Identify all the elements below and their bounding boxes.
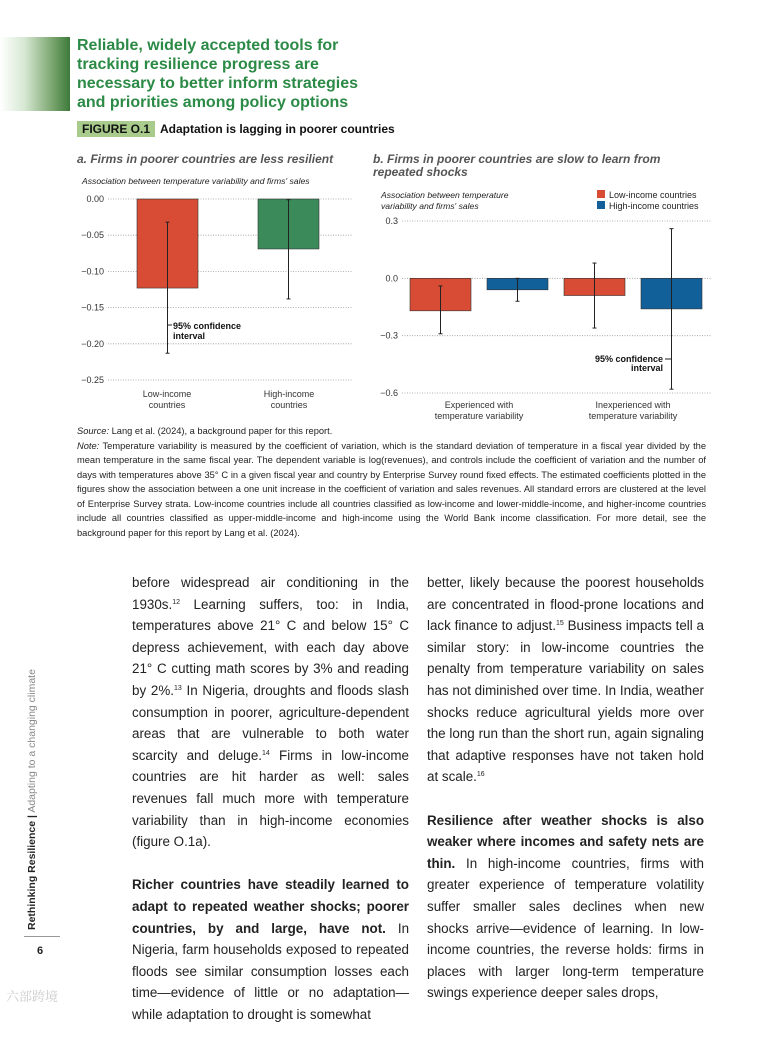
lead-in: Resilience after weather shocks is also weaker where incomes and safety nets are thin. <box>427 812 704 871</box>
note-text: Temperature variability is measured by the coefficient of variation, which is the standard deviation of temperature in a fiscal year divided by the mean temperature in the same fiscal year. The dependent variable is log(revenues), and controls include the coefficient of variation and the number of days with temperatures above 35° C in a given fiscal year and country by Enterprise Survey round fixed effects. The estimated coefficients plotted in the figures show the association between a one unit increase in the coefficient of variation and sales revenues. All standard errors are clustered at the level of Enterprise Survey strata. Low-income countries include all countries classified as low-income and lower-middle-income, and higher-income countries include all countries classified as upper-middle-income and high-income using the World Bank income classification. For more detail, see the background paper for this report by Lang et al. (2024). <box>77 440 706 538</box>
footnote-ref[interactable]: 14 <box>262 749 270 757</box>
y-tick-label: −0.10 <box>81 266 104 277</box>
panel-b-subtitle: variability and firms' sales <box>381 201 479 211</box>
y-tick-label: 0.3 <box>385 216 398 226</box>
y-tick-label: −0.15 <box>81 302 104 313</box>
paragraph <box>427 572 704 788</box>
text: In Nigeria, farm households exposed to repeated floods see similar consumption losses each time—evidence of little or no adaptation—while adaptation to drought is somewhat <box>132 920 410 1022</box>
note-line <box>77 439 706 541</box>
ci-annotation: 95% confidence <box>594 354 663 364</box>
x-tick-label: High-income <box>263 389 315 399</box>
text: Business impacts tell a similar story: in low-income countries the penalty from temperature variability on sales has not diminished over time. In India, weather shocks reduce agricultural yields more over the long run than the short run, again signaling that adaptive responses have not taken hold at scale. <box>427 618 704 785</box>
x-tick-label: Experienced with <box>444 400 514 410</box>
ci-annotation: interval <box>173 331 206 341</box>
x-tick-label: Inexperienced with <box>595 400 671 410</box>
y-tick-label: −0.05 <box>81 230 104 241</box>
headline-line: necessary to better inform strategies <box>77 75 358 92</box>
y-tick-label: −0.6 <box>380 388 398 398</box>
panel-b-subtitle: Association between temperature <box>381 190 509 200</box>
source-line <box>77 424 706 439</box>
legend-label-high: High-income countries <box>609 201 699 211</box>
x-tick-label: temperature variability <box>588 411 678 421</box>
panel-a-subtitle: Association between temperature variability and firms' sales <box>82 176 310 186</box>
text: before widespread air conditioning in the 1930s. <box>132 575 409 612</box>
note-label: Note: <box>77 440 100 451</box>
panel-a-title: a. Firms in poorer countries are less resilient <box>77 152 334 166</box>
source-text: Lang et al. (2024), a background paper for this report. <box>109 426 333 436</box>
chart-a <box>81 194 352 385</box>
footnote-ref[interactable]: 15 <box>556 620 564 628</box>
ci-annotation: 95% confidence <box>173 321 242 331</box>
text: In Nigeria, droughts and floods slash consumption in poorer, agriculture-dependent areas that are vulnerable to both water scarcity and deluge. <box>132 682 410 763</box>
page-number: 6 <box>37 945 44 957</box>
footnote-ref[interactable]: 13 <box>173 684 182 692</box>
panel-b-title-line: b. Firms in poorer countries are slow to learn from <box>373 152 661 166</box>
divider <box>24 936 60 937</box>
paragraph <box>132 572 409 853</box>
figure-title: Adaptation is lagging in poorer countries <box>160 122 395 136</box>
footnote-ref[interactable]: 12 <box>172 598 181 606</box>
headline-line: Reliable, widely accepted tools for <box>77 37 339 54</box>
figure-charts <box>0 0 768 420</box>
chapter-title: Adapting to a changing climate <box>26 669 38 813</box>
text: In high-income countries, firms with greater experience of temperature volatility suffer smaller sales declines when new shocks arrive—evidence of learning. In low-income countries, the reverse holds: firms in places with larger long-term temperature swings experience deeper sales drops, <box>427 855 704 1001</box>
y-tick-label: 0.00 <box>86 194 104 204</box>
body-column-right <box>427 572 704 1025</box>
headline-line: and priorities among policy options <box>77 94 349 111</box>
headline-line: tracking resilience progress are <box>77 56 319 73</box>
lead-in: Richer countries have steadily learned to adapt to repeated weather shocks; poorer countries, by and large, have not. <box>132 877 409 936</box>
paragraph <box>427 810 704 1004</box>
x-tick-label: temperature variability <box>434 411 524 421</box>
y-tick-label: −0.20 <box>81 338 104 349</box>
paragraph <box>132 874 409 1025</box>
watermark: 六部跨境 <box>6 989 59 1004</box>
legend-swatch-high <box>597 201 605 209</box>
ci-annotation: interval <box>630 363 663 373</box>
panel-b-title-line: repeated shocks <box>373 165 468 179</box>
y-tick-label: 0.0 <box>385 273 398 284</box>
x-tick-label: countries <box>270 400 308 410</box>
text: better, likely because the poorest households are concentrated in flood-prone locations and lack finance to adjust. <box>427 575 704 634</box>
body-column-left <box>132 572 409 1047</box>
y-tick-label: −0.25 <box>81 375 104 385</box>
book-title: Rethinking Resilience <box>26 820 38 930</box>
text: Firms in low-income countries are hit harder as well: sales revenues fall much more with temperature variability than in high-income economies (figure O.1a). <box>132 747 409 850</box>
source-label: Source: <box>77 426 110 436</box>
running-header <box>18 620 38 930</box>
figure-notes <box>77 424 706 540</box>
y-tick-label: −0.3 <box>380 330 398 341</box>
separator: | <box>26 815 38 818</box>
legend-swatch-low <box>597 190 605 198</box>
figure-label: FIGURE O.1 <box>77 121 155 137</box>
legend-label-low: Low-income countries <box>609 190 697 200</box>
x-tick-label: Low-income <box>142 389 192 399</box>
footnote-ref[interactable]: 16 <box>476 771 485 779</box>
text: Learning suffers, too: in India, temperatures above 21° C and below 15° C depress achievement, with each day above 21° C cutting math scores by 3% and reading by 2%. <box>132 596 409 698</box>
x-tick-label: countries <box>148 400 186 410</box>
